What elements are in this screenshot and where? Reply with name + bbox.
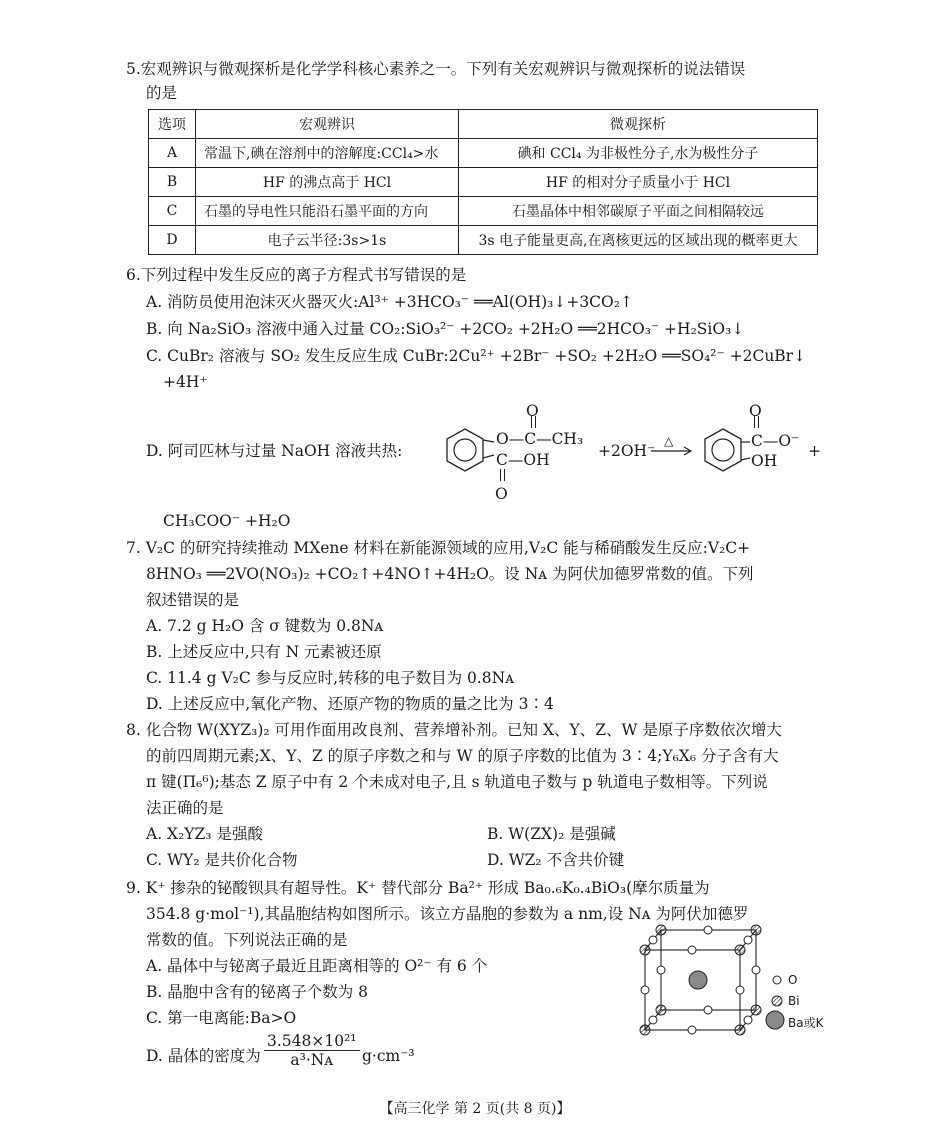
q7-option-c: C. 11.4 g V₂C 参与反应时,转移的电子数目为 0.8Nᴀ — [146, 669, 514, 687]
q5-stem-line1: 5.宏观辨识与微观探析是化学学科核心素养之一。下列有关宏观辨识与微观探析的说法错误 — [126, 60, 746, 78]
q7-stem-line1: 7. V₂C 的研究持续推动 MXene 材料在新能源领域的应用,V₂C 能与稀硝酸发生反应:V₂C+ — [126, 539, 751, 557]
page-footer: 【高三化学 第 2 页(共 8 页)】 — [379, 1101, 571, 1117]
row-macro: 电子云半径:3s>1s — [196, 226, 459, 255]
q6-option-c-line1: C. CuBr₂ 溶液与 SO₂ 发生反应生成 CuBr:2Cu²⁺ +2Br⁻ +SO₂ +2H₂O ══SO₄²⁻ +2CuBr↓ — [146, 347, 807, 365]
row-macro: HF 的沸点高于 HCl — [196, 168, 459, 197]
q8-option-a: A. X₂YZ₃ 是强酸 — [146, 825, 263, 843]
row-micro: 3s 电子能量更高,在离核更远的区域出现的概率更大 — [459, 226, 818, 255]
legend-o-label: O — [788, 973, 798, 987]
density-fraction — [264, 1032, 360, 1069]
q8-stem-line1: 8. 化合物 W(XYZ₃)₂ 可用作面用改良剂、营养增补剂。已知 X、Y、Z、W 是原子序数依次增大 — [126, 721, 782, 739]
reaction-arrow — [650, 446, 694, 456]
q6-option-d-continued: CH₃COO⁻ +H₂O — [163, 512, 291, 530]
q9-option-a: A. 晶体中与铋离子最近且距离相等的 O²⁻ 有 6 个 — [146, 957, 488, 975]
q8-option-b: B. W(ZX)₂ 是强碱 — [487, 825, 616, 843]
header-macro: 宏观辨识 — [196, 110, 459, 139]
q5-table — [148, 109, 818, 255]
product-double-bond — [754, 416, 755, 428]
plus-sign: + — [808, 442, 821, 460]
aspirin-bonds — [482, 436, 496, 462]
q8-stem-line4: 法正确的是 — [146, 799, 224, 817]
aspirin-double-bond-bot-2 — [504, 469, 505, 481]
table-row — [149, 139, 818, 168]
q6-option-d-prefix: D. 阿司匹林与过量 NaOH 溶液共热: — [146, 442, 403, 460]
product-o-top: O — [749, 402, 762, 420]
q8-stem-line3: π 键(Π₆⁶);基态 Z 原子中有 2 个未成对电子,且 s 轨道电子数与 p 轨道电子数相等。下列说 — [146, 773, 768, 791]
crystal-cell-diagram — [630, 920, 770, 1038]
table-header-row — [149, 110, 818, 139]
legend-o-marker — [770, 973, 784, 987]
q9-option-b: B. 晶胞中含有的铋离子个数为 8 — [146, 983, 369, 1001]
header-micro: 微观探析 — [459, 110, 818, 139]
product-hydroxyl: OH — [751, 452, 778, 470]
q7-stem-line2: 8HNO₃ ══2VO(NO₃)₂ +CO₂↑+4NO↑+4H₂O。设 Nᴀ 为阿伏加德罗常数的值。下列 — [146, 565, 754, 583]
q6-stem: 6.下列过程中发生反应的离子方程式书写错误的是 — [126, 266, 467, 284]
aspirin-o-bottom: O — [495, 485, 508, 503]
density-numerator: 3.548×10²¹ — [264, 1032, 360, 1051]
q5-stem-line2: 的是 — [146, 84, 178, 102]
density-denominator: a³·Nᴀ — [290, 1051, 334, 1069]
product-carboxylate: C—O⁻ — [751, 432, 800, 450]
table-row — [149, 226, 818, 255]
hydroxide-term: +2OH⁻ — [598, 442, 656, 460]
q9-stem-line1: 9. K⁺ 掺杂的铋酸钡具有超导性。K⁺ 替代部分 Ba²⁺ 形成 Ba₀.₆K₀.₄BiO₃(摩尔质量为 — [126, 879, 710, 897]
q9-stem-line2: 354.8 g·mol⁻¹),其晶胞结构如图所示。该立方晶胞的参数为 a nm,设 Nᴀ 为阿伏加德罗 — [146, 905, 749, 923]
row-macro: 常温下,碘在溶剂中的溶解度:CCl₄>水 — [196, 139, 459, 168]
row-micro: HF 的相对分子质量小于 HCl — [459, 168, 818, 197]
q7-stem-line3: 叙述错误的是 — [146, 591, 240, 609]
aspirin-o-top: O — [526, 402, 539, 420]
row-option: B — [149, 168, 196, 197]
q6-option-c-line2: +4H⁺ — [163, 373, 208, 391]
row-option: D — [149, 226, 196, 255]
legend-bi-marker — [769, 993, 785, 1009]
aspirin-double-bond-top — [531, 416, 532, 428]
q9-stem-line3: 常数的值。下列说法正确的是 — [146, 931, 348, 949]
density-unit: g·cm⁻³ — [362, 1047, 415, 1065]
q8-stem-line2: 的前四周期元素;X、Y、Z 的原子序数之和与 W 的原子序数的比值为 3∶4;Y₆X₆ 分子含有大 — [146, 747, 779, 765]
q6-option-b: B. 向 Na₂SiO₃ 溶液中通入过量 CO₂:SiO₃²⁻ +2CO₂ +2H₂O ══2HCO₃⁻ +H₂SiO₃↓ — [146, 320, 745, 338]
aspirin-carboxyl: C—OH — [496, 451, 550, 469]
aspirin-double-bond-bot — [500, 469, 501, 481]
header-option: 选项 — [149, 110, 196, 139]
legend-bi-label: Bi — [788, 994, 800, 1008]
q7-option-a: A. 7.2 g H₂O 含 σ 键数为 0.8Nᴀ — [146, 617, 384, 635]
aspirin-ester: O—C—CH₃ — [496, 430, 584, 448]
table-row — [149, 168, 818, 197]
row-micro: 碘和 CCl₄ 为非极性分子,水为极性分子 — [459, 139, 818, 168]
product-double-bond-2 — [758, 416, 759, 428]
row-option: C — [149, 197, 196, 226]
q9-option-d-prefix: D. 晶体的密度为 — [146, 1047, 261, 1065]
q9-option-c: C. 第一电离能:Ba>O — [146, 1009, 297, 1027]
row-micro: 石墨晶体中相邻碳原子平面之间相隔较远 — [459, 197, 818, 226]
q8-option-c: C. WY₂ 是共价化合物 — [146, 851, 298, 869]
heat-symbol: △ — [664, 434, 674, 448]
legend-ba-marker — [764, 1009, 786, 1031]
q7-option-b: B. 上述反应中,只有 N 元素被还原 — [146, 643, 382, 661]
q7-option-d: D. 上述反应中,氧化产物、还原产物的物质的量之比为 3∶4 — [146, 695, 554, 713]
q6-option-a: A. 消防员使用泡沫灭火器灭火:Al³⁺ +3HCO₃⁻ ══Al(OH)₃↓+3CO₂↑ — [146, 293, 633, 311]
table-row — [149, 197, 818, 226]
legend-ba-label: Ba或K — [788, 1016, 824, 1030]
row-macro: 石墨的导电性只能沿石墨平面的方向 — [196, 197, 459, 226]
row-option: A — [149, 139, 196, 168]
aspirin-double-bond-top-2 — [535, 416, 536, 428]
q8-option-d: D. WZ₂ 不含共价键 — [487, 851, 625, 869]
